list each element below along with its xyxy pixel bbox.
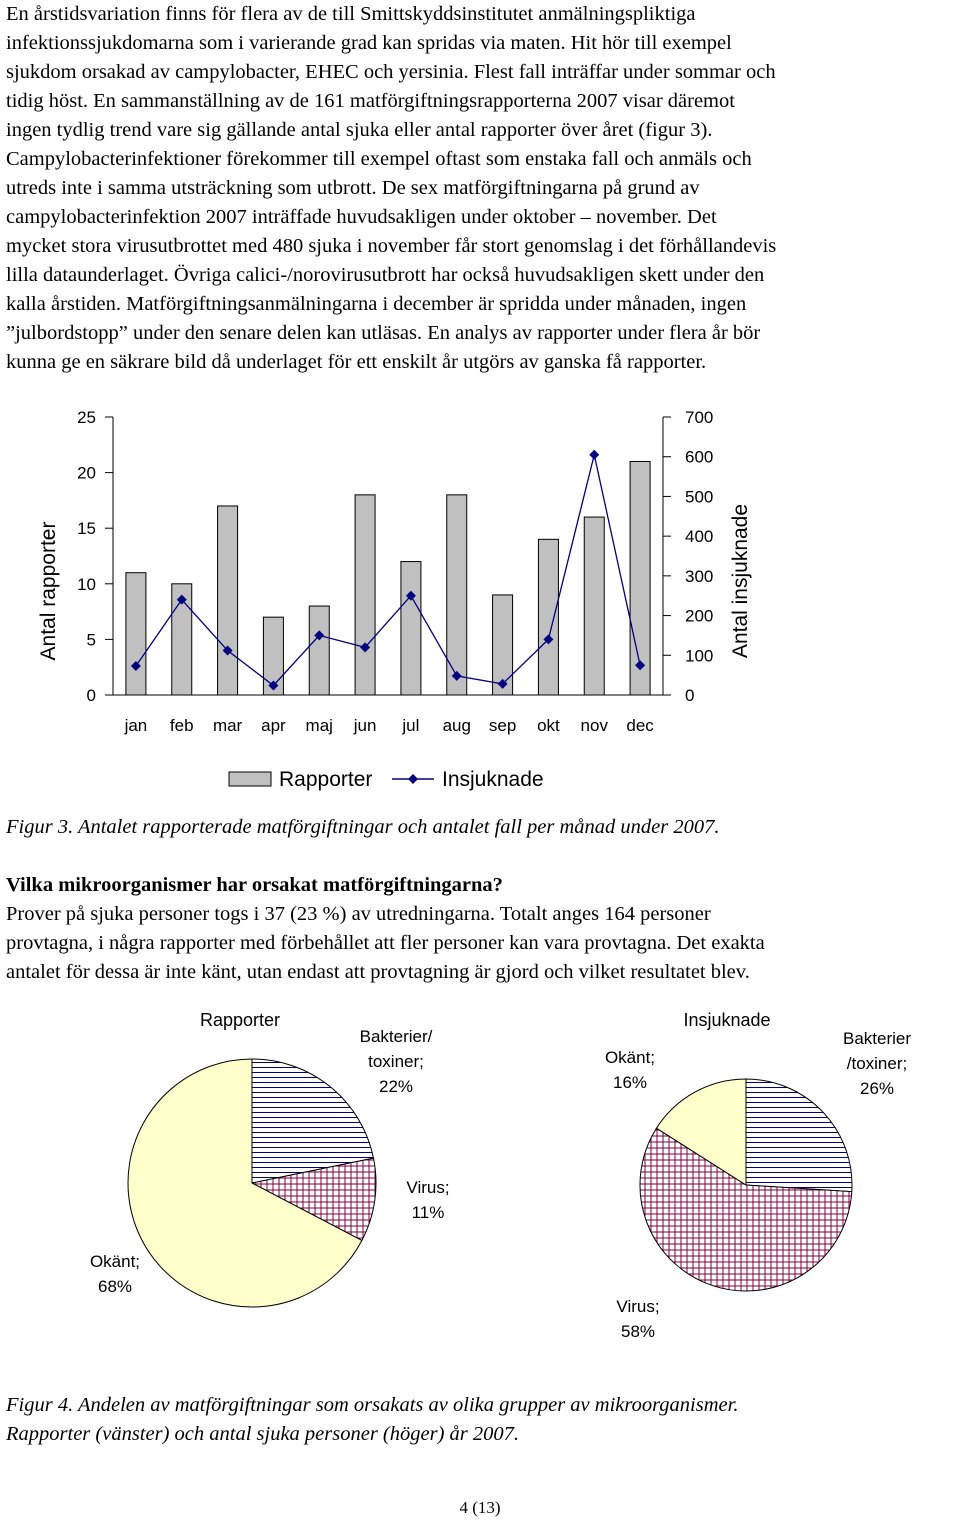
x-tick-label: jan (124, 716, 148, 735)
left-tick-label: 10 (77, 574, 96, 594)
right-tick-label: 100 (685, 646, 714, 666)
text-line: kunna ge en säkrare bild då underlaget för ett enskilt år utgörs av ganska få rapporter. (6, 351, 707, 373)
section-paragraph (6, 900, 956, 987)
x-tick-label: okt (537, 716, 560, 735)
x-tick-label: aug (442, 716, 471, 735)
line-insjuknade (136, 455, 640, 686)
legend-label-rapporter: Rapporter (279, 768, 373, 791)
text-line: campylobacterinfektion 2007 inträffade huvudsakligen under oktober – november. Det (6, 206, 717, 228)
x-tick-label: dec (626, 716, 654, 735)
bar-rapporter (126, 573, 146, 695)
right-tick-label: 0 (685, 686, 695, 705)
left-tick-label: 0 (86, 686, 96, 705)
pie-slice (746, 1079, 852, 1192)
text-line: Campylobacterinfektioner förekommer till exempel oftast som enstaka fall och anmäls och (6, 148, 752, 170)
right-tick-label: 600 (685, 447, 714, 467)
bar-rapporter (401, 562, 421, 695)
x-tick-label: apr (261, 716, 286, 735)
bar-rapporter (538, 539, 558, 695)
pie-charts (0, 995, 960, 1390)
right-tick-label: 300 (685, 566, 714, 586)
pie-slice-label: Bakterier/ toxiner; 22% (359, 1027, 433, 1096)
text-line: utreds inte i samma utsträckning som utbrott. De sex matförgiftningarna på grund av (6, 177, 700, 199)
left-tick-label: 25 (77, 408, 96, 427)
text-line: ingen tydlig trend vare sig gällande antal sjuka eller antal rapporter över året (figur 3). (6, 119, 713, 141)
bar-rapporter (355, 495, 375, 695)
legend-label-insjuknade: Insjuknade (442, 768, 544, 791)
pie-slice-label: Virus; 11% (406, 1178, 450, 1222)
left-tick-label: 5 (86, 630, 96, 650)
text-line: En årstidsvariation finns för flera av de till Smittskyddsinstitutet anmälningspliktiga (6, 3, 696, 25)
text-line: tidig höst. En sammanställning av de 161 matförgiftningsrapporterna 2007 visar däremot (6, 90, 735, 112)
pie-slice-label: Okänt; 16% (604, 1048, 656, 1092)
intro-paragraph (6, 0, 956, 377)
figure3-caption: Figur 3. Antalet rapporterade matförgiftningar och antalet fall per månad under 2007. (6, 816, 720, 838)
pie-slice-label: Okänt; 68% (89, 1252, 141, 1296)
right-tick-label: 700 (685, 408, 714, 427)
text-line: ”julbordstopp” under den senare delen kan utläsas. En analys av rapporter under flera år bör (6, 322, 761, 344)
page-number: 4 (13) (459, 1498, 501, 1517)
figure4-caption (6, 1391, 738, 1449)
right-axis-title: Antal insjuknade (729, 503, 752, 659)
x-tick-label: maj (305, 716, 333, 735)
text-line: infektionssjukdomarna som i varierande grad kan spridas via maten. Hit hör till exempel (6, 32, 732, 54)
monthly-combo-chart (0, 400, 960, 810)
text-line: antalet för dessa är inte känt, utan endast att provtagning är gjord och vilket resultatet blev. (6, 961, 750, 983)
text-line: lilla dataunderlaget. Övriga calici-/norovirusutbrott har också huvudsakligen skett under den (6, 264, 765, 286)
legend-swatch-rapporter (229, 772, 271, 786)
marker-insjuknade (589, 450, 599, 460)
x-tick-label: nov (580, 716, 608, 735)
text-line: kalla årstiden. Matförgiftningsanmälningarna i december är spridda under månaden, ingen (6, 293, 747, 315)
bar-rapporter (218, 506, 238, 695)
text-line: sjukdom orsakad av campylobacter, EHEC och yersinia. Flest fall inträffar under sommar och (6, 61, 776, 83)
left-axis-title: Antal rapporter (37, 521, 60, 661)
legend-marker-insjuknade (408, 774, 418, 784)
x-tick-label: mar (212, 716, 243, 735)
caption-line: Rapporter (vänster) och antal sjuka personer (höger) år 2007. (6, 1423, 520, 1445)
bar-rapporter (584, 517, 604, 695)
section-heading: Vilka mikroorganismer har orsakat matförgiftningarna? (6, 874, 503, 896)
x-tick-label: sep (488, 716, 517, 735)
pie-title: Rapporter (199, 1010, 281, 1030)
x-tick-label: jul (402, 716, 420, 735)
x-tick-label: jun (353, 716, 377, 735)
text-line: Prover på sjuka personer togs i 37 (23 %) av utredningarna. Totalt anges 164 personer (6, 903, 711, 925)
right-tick-label: 400 (685, 527, 714, 547)
text-line: provtagna, i några rapporter med förbehållet att fler personer kan vara provtagna. Det exakta (6, 932, 765, 954)
pie-slice-label: Bakterier /toxiner; 26% (842, 1029, 912, 1098)
right-tick-label: 500 (685, 487, 714, 507)
pie-slice-label: Virus; 58% (616, 1297, 660, 1341)
right-tick-label: 200 (685, 606, 714, 626)
x-tick-label: feb (169, 716, 194, 735)
caption-line: Figur 4. Andelen av matförgiftningar som orsakats av olika grupper av mikroorganismer. (6, 1394, 739, 1416)
text-line: mycket stora virusutbrottet med 480 sjuka i november får stort genomslag i det förhållandevis (6, 235, 777, 257)
bar-rapporter (309, 606, 329, 695)
left-tick-label: 15 (77, 519, 96, 539)
bar-rapporter (630, 461, 650, 695)
pie-title: Insjuknade (683, 1010, 771, 1030)
left-tick-label: 20 (77, 463, 96, 483)
